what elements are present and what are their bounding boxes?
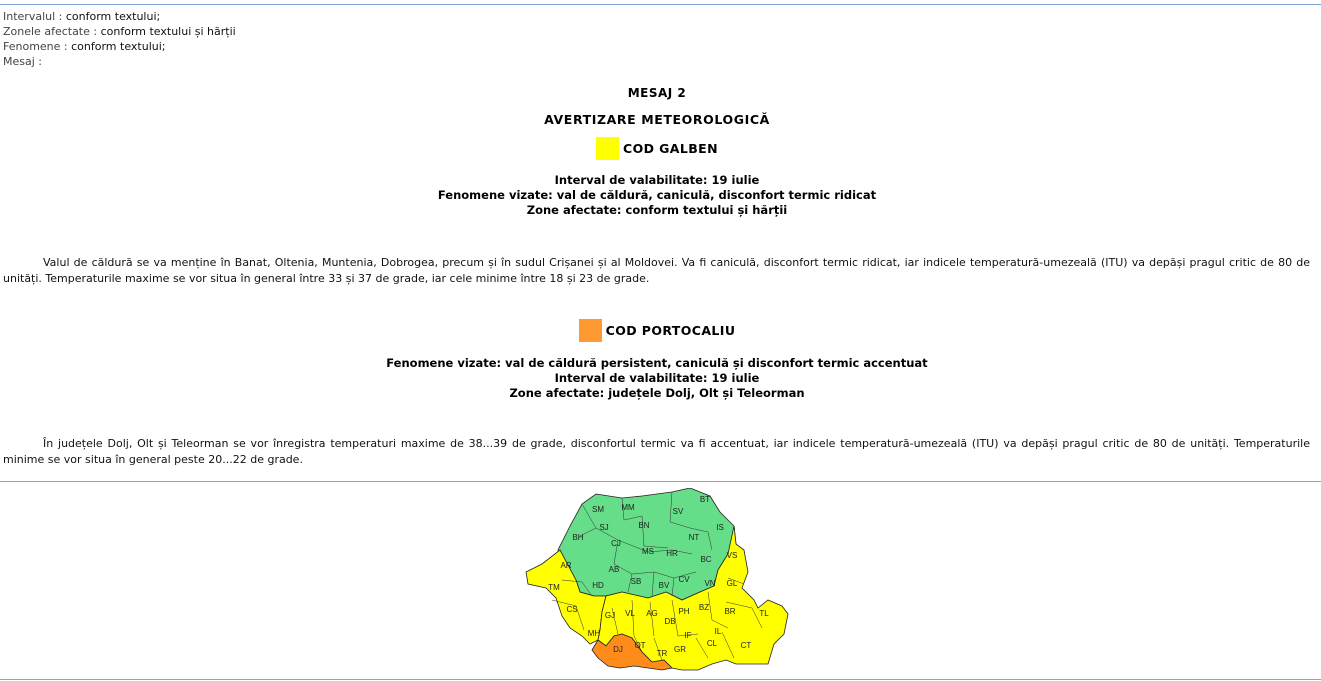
county-label-sm: SM xyxy=(592,505,604,514)
county-label-br: BR xyxy=(724,607,736,616)
county-label-bn: BN xyxy=(638,521,650,530)
county-label-vs: VS xyxy=(726,551,738,560)
county-label-ag: AG xyxy=(646,609,658,618)
county-label-ar: AR xyxy=(560,561,572,570)
county-label-ph: PH xyxy=(678,607,690,616)
county-label-mh: MH xyxy=(587,629,601,638)
county-label-bv: BV xyxy=(658,581,670,590)
county-label-cj: CJ xyxy=(611,539,621,548)
county-label-ms: MS xyxy=(642,547,654,556)
yellow-phenomena: Fenomene vizate: val de căldură, caniculă, disconfort termic ridicat xyxy=(437,188,877,202)
county-label-sv: SV xyxy=(672,507,684,516)
orange-phenomena: Fenomene vizate: val de căldură persistent, caniculă și disconfort termic accentuat xyxy=(386,356,928,370)
orange-zones: Zone afectate: județele Dolj, Olt și Teleorman xyxy=(509,386,805,400)
county-label-gl: GL xyxy=(726,579,738,588)
county-label-cl: CL xyxy=(706,639,718,648)
county-label-tl: TL xyxy=(759,609,769,618)
county-label-sj: SJ xyxy=(599,523,609,532)
county-label-nt: NT xyxy=(688,533,700,542)
orange-swatch xyxy=(579,319,602,342)
county-label-gr: GR xyxy=(674,645,686,654)
middle-divider xyxy=(0,481,1321,482)
county-label-cs: CS xyxy=(566,605,578,614)
county-label-bt: BT xyxy=(699,495,711,504)
county-label-sb: SB xyxy=(630,577,642,586)
yellow-code-header xyxy=(0,137,1314,160)
summary-message: Mesaj : xyxy=(3,55,42,68)
message-title: MESAJ 2 xyxy=(627,86,687,100)
county-label-mm: MM xyxy=(621,503,635,512)
county-label-gj: GJ xyxy=(604,611,616,620)
county-label-hr: HR xyxy=(666,549,678,558)
orange-code-header xyxy=(0,319,1314,342)
warning-summary xyxy=(3,9,236,69)
county-label-tr: TR xyxy=(656,649,668,658)
yellow-details xyxy=(0,173,1314,218)
warning-title: AVERTIZARE METEOROLOGICĂ xyxy=(544,112,770,127)
county-label-ab: AB xyxy=(608,565,620,574)
county-label-bh: BH xyxy=(572,533,584,542)
yellow-swatch xyxy=(596,137,619,160)
summary-zones: Zonele afectate : conform textului și hărții xyxy=(3,25,236,38)
orange-code-label: COD PORTOCALIU xyxy=(605,323,736,338)
county-label-dj: DJ xyxy=(613,645,623,654)
county-label-bc: BC xyxy=(700,555,712,564)
bottom-divider xyxy=(0,679,1321,680)
county-label-il: IL xyxy=(714,627,722,636)
county-label-ot: OT xyxy=(634,641,646,650)
yellow-zones: Zone afectate: conform textului și hărții xyxy=(526,203,788,217)
county-label-bz: BZ xyxy=(698,603,710,612)
yellow-paragraph: Valul de căldură se va menține în Banat, Oltenia, Muntenia, Dobrogea, precum și în sudul Crișanei și al Moldovei. Va fi caniculă, disconfort termic ridicat, iar indicele temperatură-umezeală (ITU) va depăși pragul critic de 80 de unități. Temperaturile maxime se vor situa în general între 33 și 37 de grade, iar cele minime între 18 și 23 de grade. xyxy=(3,256,1310,285)
county-label-vl: VL xyxy=(625,609,635,618)
county-label-hd: HD xyxy=(592,581,604,590)
yellow-code-label: COD GALBEN xyxy=(623,141,718,156)
county-label-db: DB xyxy=(664,617,676,626)
summary-interval: Intervalul : conform textului; xyxy=(3,10,161,23)
county-label-tm: TM xyxy=(548,583,560,592)
orange-details xyxy=(0,356,1314,401)
romania-warning-map xyxy=(522,488,790,674)
summary-phenomena: Fenomene : conform textului; xyxy=(3,40,166,53)
county-label-ct: CT xyxy=(740,641,752,650)
county-label-is: IS xyxy=(716,523,724,532)
county-label-vn: VN xyxy=(704,579,716,588)
top-divider xyxy=(0,4,1321,5)
county-label-cv: CV xyxy=(678,575,690,584)
orange-interval: Interval de valabilitate: 19 iulie xyxy=(554,371,760,385)
orange-paragraph: În județele Dolj, Olt și Teleorman se vor înregistra temperaturi maxime de 38...39 de grade, disconfortul termic va fi accentuat, iar indicele temperatură-umezeală (ITU) va depăși pragul critic de 80 de unități. Temperaturile minime se vor situa în general peste 20...22 de grade. xyxy=(3,437,1310,466)
county-label-if: IF xyxy=(684,631,692,640)
yellow-interval: Interval de valabilitate: 19 iulie xyxy=(554,173,760,187)
